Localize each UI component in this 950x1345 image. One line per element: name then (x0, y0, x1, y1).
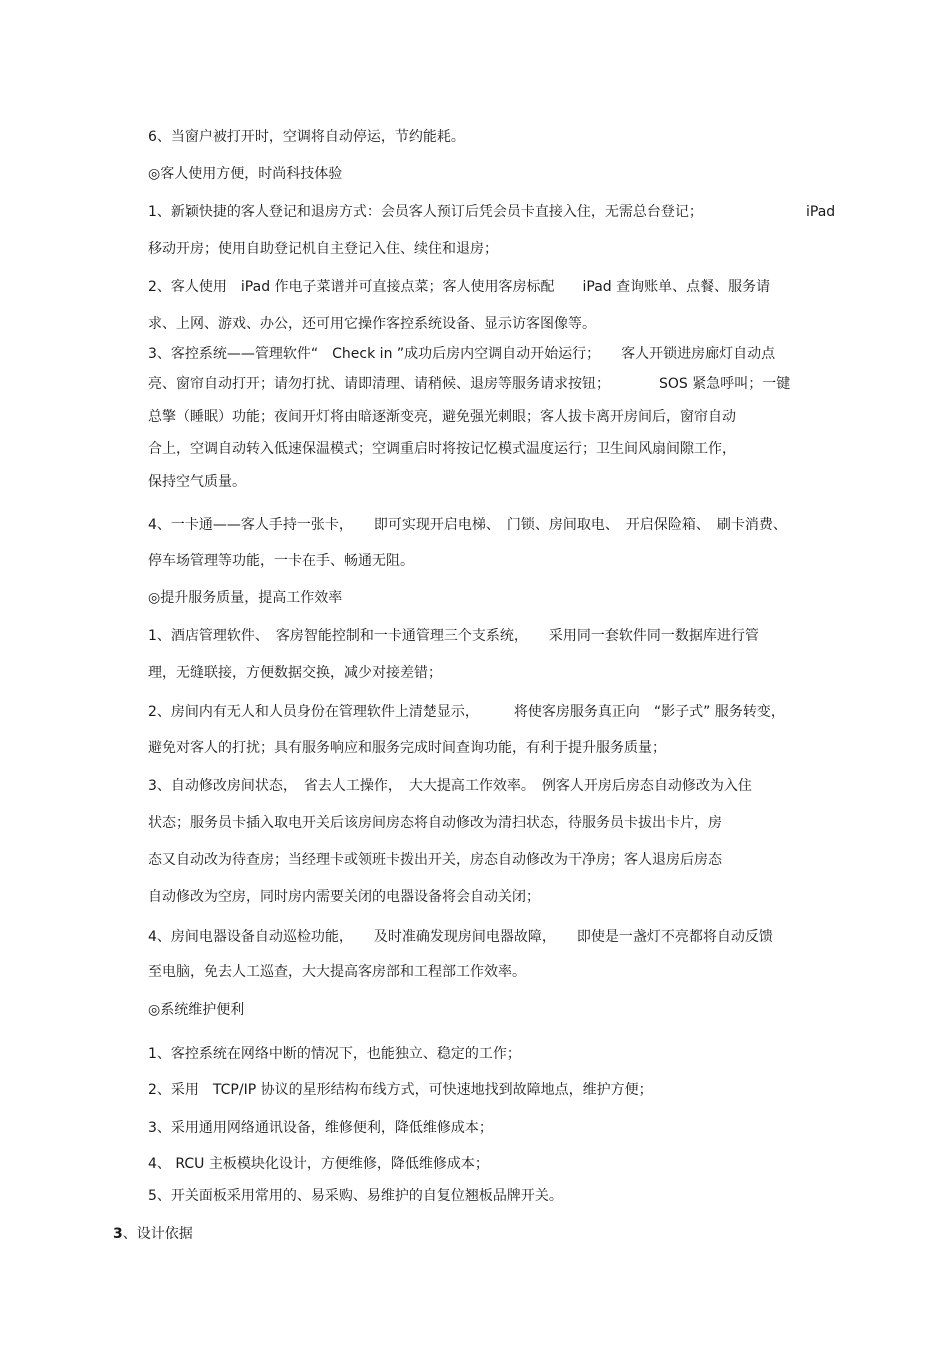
text-line: 自动修改为空房，同时房内需要关闭的电器设备将会自动关闭； (148, 889, 540, 905)
text-line: 移动开房；使用自助登记机自主登记入住、续住和退房； (148, 241, 498, 257)
text-line: 4、一卡通——客人手持一张卡， 即可实现开启电梯、 门锁、房间取电、 开启保险箱、 刷卡消费、 (148, 517, 787, 533)
text-line: 至电脑，免去人工巡查，大大提高客房部和工程部工作效率。 (148, 964, 526, 980)
text-line: 2、客人使用 iPad 作电子菜谱并可直接点菜；客人使用客房标配 iPad 查询账单、点餐、服务请 (148, 279, 771, 295)
text-line: 3、客控系统——管理软件“ Check in ”成功后房内空调自动开始运行； 客人开锁进房廊灯自动点 (148, 346, 776, 362)
text-line: 3、采用通用网络通讯设备，维修便利，降低维修成本； (148, 1120, 493, 1136)
text-line: 态又自动改为待查房；当经理卡或领班卡拨出开关，房态自动修改为干净房；客人退房后房态 (148, 852, 722, 868)
section-heading-service-quality: ◎提升服务质量，提高工作效率 (148, 590, 343, 606)
text-line: 1、酒店管理软件、 客房智能控制和一卡通管理三个支系统， 采用同一套软件同一数据库进行管 (148, 628, 759, 644)
text-line: 4、房间电器设备自动巡检功能， 及时准确发现房间电器故障， 即使是一盏灯不亮都将自动反馈 (148, 929, 773, 945)
section-heading-maintenance: ◎系统维护便利 (148, 1002, 245, 1018)
text-line: 1、新颖快捷的客人登记和退房方式：会员客人预订后凭会员卡直接入住，无需总台登记； (148, 204, 703, 220)
text-line: 3、自动修改房间状态， 省去人工操作， 大大提高工作效率。 例客人开房后房态自动修改为入住 (148, 778, 752, 794)
text-line: 合上，空调自动转入低速保温模式；空调重启时将按记忆模式温度运行；卫生间风扇间隙工作， (148, 441, 736, 457)
text-line-ipad: iPad (806, 204, 836, 220)
text-line: 2、采用 TCP/IP 协议的星形结构布线方式，可快速地找到故障地点，维护方便； (148, 1082, 653, 1098)
text-line: 总擎（睡眠）功能；夜间开灯将由暗逐渐变亮，避免强光刺眼；客人拔卡离开房间后，窗帘自动 (148, 409, 736, 425)
section-heading-guest-convenience: ◎客人使用方便，时尚科技体验 (148, 166, 343, 182)
text-line: 4、 RCU 主板模块化设计，方便维修，降低维修成本； (148, 1156, 489, 1172)
text-line: 6、当窗户被打开时，空调将自动停运，节约能耗。 (148, 129, 465, 145)
text-line: 状态；服务员卡插入取电开关后该房间房态将自动修改为清扫状态，待服务员卡拔出卡片，房 (148, 815, 722, 831)
text-line: 2、房间内有无人和人员身份在管理软件上清楚显示， 将使客房服务真正向 “影子式” 服务转变， (148, 704, 785, 720)
chapter-heading-text: 、设计依据 (122, 1226, 193, 1242)
text-line: 5、开关面板采用常用的、易采购、易维护的自复位翘板品牌开关。 (148, 1188, 563, 1204)
text-line: 停车场管理等功能，一卡在手、畅通无阻。 (148, 553, 414, 569)
text-line: 理，无缝联接，方便数据交换，减少对接差错； (148, 665, 442, 681)
chapter-heading-number: 3 (113, 1226, 123, 1242)
chapter-heading-design-basis (113, 1225, 193, 1243)
text-line: 保持空气质量。 (148, 474, 246, 490)
text-line: 亮、窗帘自动打开；请勿打扰、请即清理、请稍候、退房等服务请求按钮； SOS 紧急呼叫；一键 (148, 376, 791, 392)
text-line: 求、上网、游戏、办公，还可用它操作客控系统设备、显示访客图像等。 (148, 316, 596, 332)
text-line: 1、客控系统在网络中断的情况下，也能独立、稳定的工作； (148, 1046, 521, 1062)
text-line: 避免对客人的打扰；具有服务响应和服务完成时间查询功能，有利于提升服务质量； (148, 740, 666, 756)
